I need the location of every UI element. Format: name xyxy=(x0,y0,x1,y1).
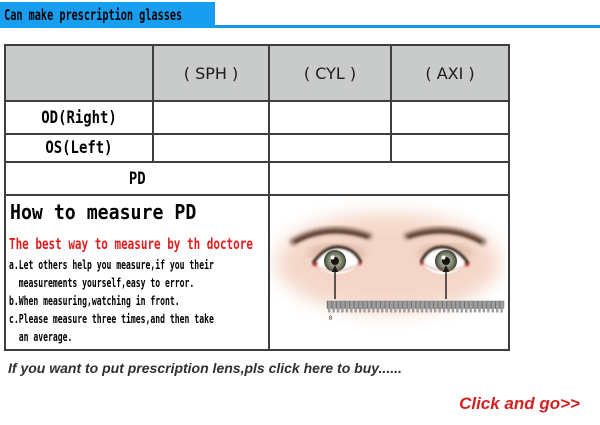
banner-title: Can make prescription glasses xyxy=(4,6,183,24)
os-row xyxy=(5,134,509,162)
row-label-os: OS(Left) xyxy=(5,134,153,162)
howto-row xyxy=(5,195,509,350)
buy-prompt-link[interactable]: If you want to put prescription lens,pls click here to buy...... xyxy=(8,360,402,376)
value-cell-os-cyl xyxy=(269,134,391,162)
prescription-table xyxy=(4,44,510,351)
pd-row xyxy=(5,162,509,195)
value-cell-pd xyxy=(269,162,509,195)
value-cell-od-cyl xyxy=(269,101,391,134)
step-line: a.Let others help you measure,if you their xyxy=(9,258,214,272)
value-cell-od-axi xyxy=(391,101,509,134)
ruler-zero-label: 0 xyxy=(328,314,333,322)
header-cell-blank xyxy=(5,45,153,101)
click-and-go-link[interactable]: Click and go>> xyxy=(459,394,580,413)
instructions-cell xyxy=(5,195,269,350)
header-cell-cyl: ( CYL ) xyxy=(269,45,391,101)
od-row xyxy=(5,101,509,134)
row-label-pd: PD xyxy=(5,162,269,195)
value-cell-os-sph xyxy=(153,134,269,162)
step-line: measurements yourself,easy to error. xyxy=(9,276,195,290)
step-line: b.When measuring,watching in front. xyxy=(9,294,180,308)
howto-steps xyxy=(9,256,279,346)
howto-title: How to measure PD xyxy=(10,200,197,224)
banner-tab xyxy=(0,2,215,28)
howto-highlight: The best way to measure by th doctore xyxy=(9,235,253,253)
row-label-od: OD(Right) xyxy=(5,101,153,134)
header-cell-sph: ( SPH ) xyxy=(153,45,269,101)
eyes-image xyxy=(270,197,506,348)
pd-diagram-cell xyxy=(269,195,509,350)
step-line: an average. xyxy=(9,330,73,344)
step-line: c.Please measure three times,and then take xyxy=(9,312,214,326)
value-cell-os-axi xyxy=(391,134,509,162)
value-cell-od-sph xyxy=(153,101,269,134)
header-cell-axi: ( AXI ) xyxy=(391,45,509,101)
header-row xyxy=(5,45,509,101)
